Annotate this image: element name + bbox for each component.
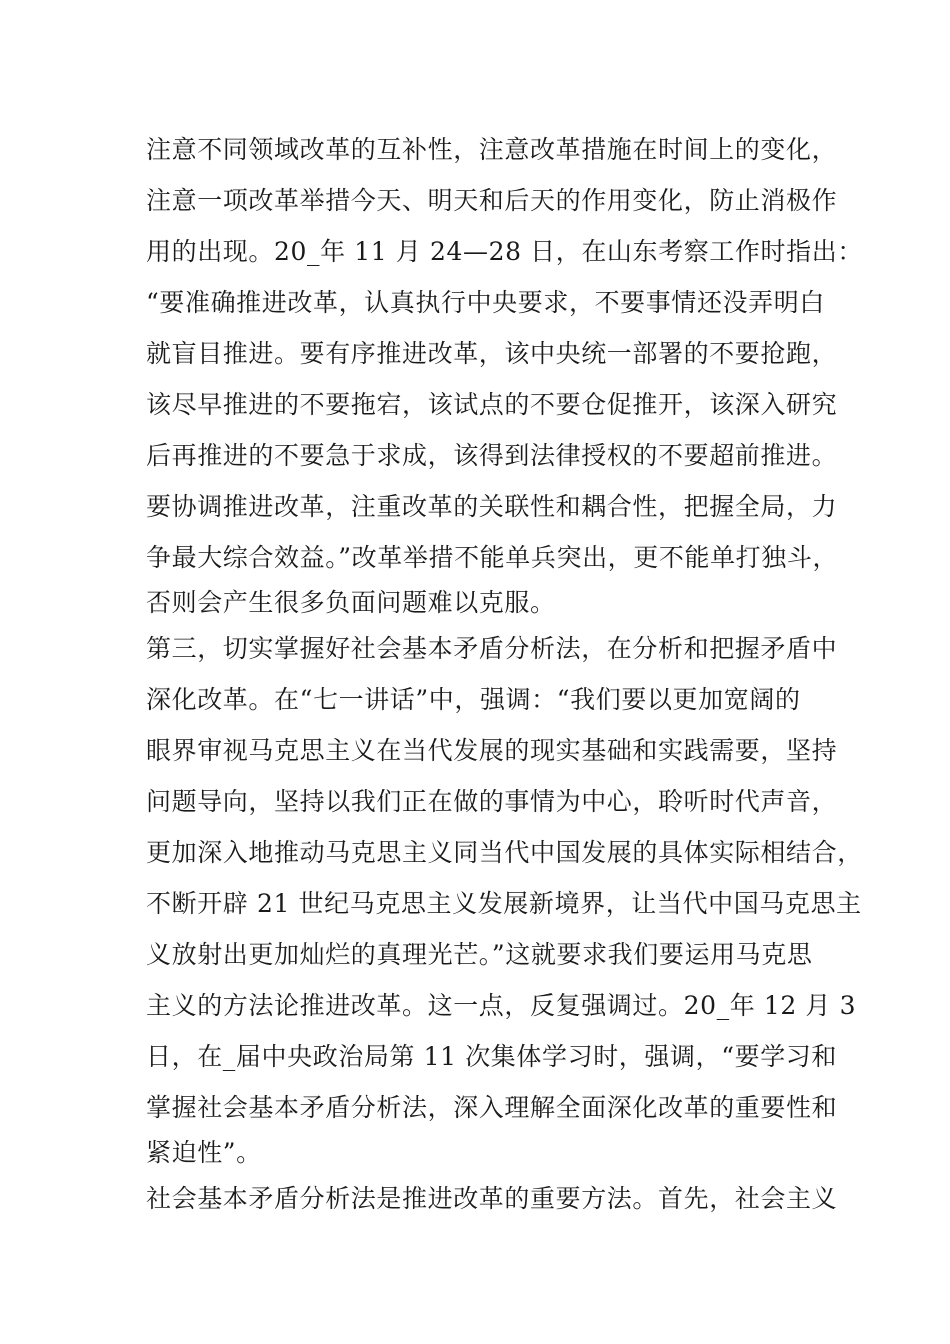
text-line: 问题导向，坚持以我们正在做的事情为中心，聆听时代声音， xyxy=(146,787,838,816)
text-line: 紧迫性”。 xyxy=(146,1138,262,1167)
text-line: 不断开辟 21 世纪马克思主义发展新境界，让当代中国马克思主 xyxy=(146,889,862,918)
text-line: 注意一项改革举措今天、明天和后天的作用变化，防止消极作 xyxy=(146,186,838,215)
text-line: 注意不同领域改革的互补性，注意改革措施在时间上的变化， xyxy=(146,135,838,164)
text-line: 深化改革。在“七一讲话”中，强调：“我们要以更加宽阔的 xyxy=(146,685,801,714)
text-line: 更加深入地推动马克思主义同当代中国发展的具体实际相结合， xyxy=(146,838,863,867)
text-line: 争最大综合效益。”改革举措不能单兵突出，更不能单打独斗， xyxy=(146,543,839,572)
paragraph-start-line: 社会基本矛盾分析法是推进改革的重要方法。首先，社会主义 xyxy=(146,1184,838,1213)
text-line: 否则会产生很多负面问题难以克服。 xyxy=(146,588,556,617)
text-line: “要准确推进改革，认真执行中央要求，不要事情还没弄明白 xyxy=(146,288,825,317)
text-line: 义放射出更加灿烂的真理光芒。”这就要求我们要运用马克思 xyxy=(146,940,813,969)
text-line: 就盲目推进。要有序推进改革，该中央统一部署的不要抢跑， xyxy=(146,339,838,368)
paragraph-start-line: 第三，切实掌握好社会基本矛盾分析法，在分析和把握矛盾中 xyxy=(146,634,838,663)
text-line: 用的出现。20_年 11 月 24—28 日，在山东考察工作时指出： xyxy=(146,237,863,266)
text-line: 主义的方法论推进改革。这一点，反复强调过。20_年 12 月 3 xyxy=(146,991,857,1020)
text-line: 该尽早推进的不要拖宕，该试点的不要仓促推开，该深入研究 xyxy=(146,390,838,419)
text-line: 眼界审视马克思主义在当代发展的现实基础和实践需要，坚持 xyxy=(146,736,838,765)
text-line: 要协调推进改革，注重改革的关联性和耦合性，把握全局，力 xyxy=(146,492,838,521)
text-line: 日，在_届中央政治局第 11 次集体学习时，强调，“要学习和 xyxy=(146,1042,837,1071)
text-line: 后再推进的不要急于求成，该得到法律授权的不要超前推进。 xyxy=(146,441,838,470)
text-line: 掌握社会基本矛盾分析法，深入理解全面深化改革的重要性和 xyxy=(146,1093,838,1122)
